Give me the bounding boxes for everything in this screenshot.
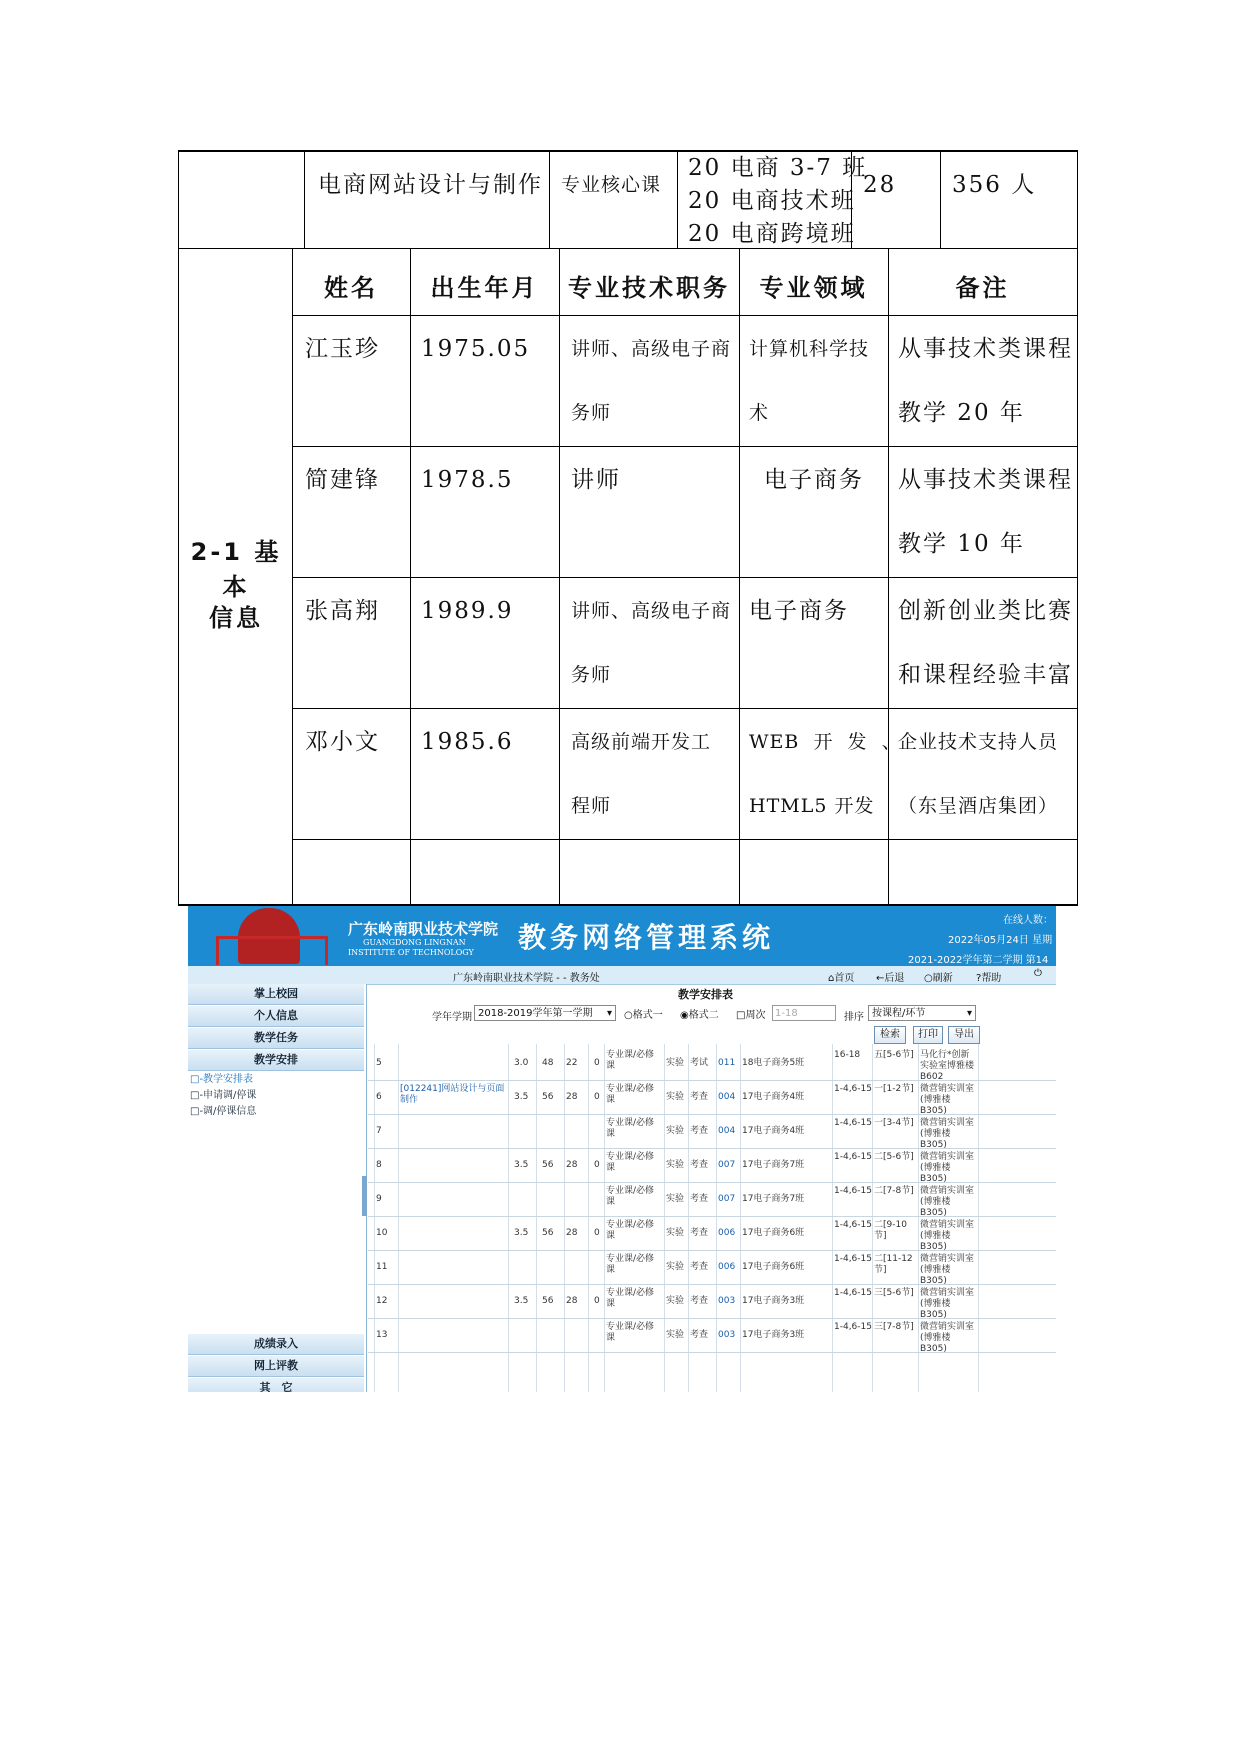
row1-birth: 1975.05: [421, 336, 531, 362]
table-column-divider: [564, 1044, 565, 1392]
sort-select[interactable]: 按课程/环节 ▾: [868, 1005, 976, 1021]
table-cell-kind: 专业课/必修课: [606, 1220, 655, 1241]
table-cell-no: 5: [376, 1058, 382, 1068]
table-cell-code: 003: [718, 1296, 736, 1306]
row4-name: 邓小文: [305, 729, 380, 755]
sidebar-item-evaluation[interactable]: 网上评教: [188, 1356, 364, 1377]
table-cell-weeks: 1-4,6-15: [834, 1084, 872, 1094]
table-cell-weeks: 16-18: [834, 1050, 861, 1060]
table-cell-room: 微营销实训室(博雅楼B305): [920, 1254, 975, 1286]
school-name-en2: INSTITUTE OF TECHNOLOGY: [348, 948, 474, 957]
table-cell-no: 11: [376, 1262, 388, 1272]
row3-title-1: 讲师、高级电子商: [571, 600, 732, 622]
table-cell-room: 微营销实训室(博雅楼B305): [920, 1288, 975, 1320]
table-cell-code: 007: [718, 1194, 736, 1204]
table-cell-code: 006: [718, 1228, 736, 1238]
table-cell-class: 18电子商务5班: [742, 1058, 805, 1068]
table-cell-class: 17电子商务3班: [742, 1296, 805, 1306]
hours: 28: [863, 172, 897, 198]
sort-label: 排序: [844, 1012, 864, 1023]
table-cell-mode: 实验: [666, 1058, 685, 1068]
class-1: 20 电商 3-7 班: [688, 155, 868, 181]
table-cell-room: 微营销实训室(博雅楼B305): [920, 1084, 975, 1116]
nav-help[interactable]: ?帮助: [976, 973, 1002, 984]
sidebar-sub-schedule-table[interactable]: □-教学安排表: [190, 1074, 254, 1085]
table-cell-kind: 专业课/必修课: [606, 1322, 655, 1343]
table-cell-hours: 48: [542, 1058, 554, 1068]
row2-title-1: 讲师: [571, 467, 621, 493]
table-cell-no: 10: [376, 1228, 388, 1238]
sidebar-sub-info[interactable]: □-调/停课信息: [190, 1106, 257, 1117]
table-column-divider: [588, 1044, 589, 1392]
print-button[interactable]: 打印: [913, 1026, 943, 1044]
table-cell-time: 五[5-6节]: [874, 1050, 914, 1060]
row4-note-2: （东呈酒店集团）: [898, 795, 1059, 817]
table-cell-exam: 考查: [690, 1262, 709, 1272]
table-column-divider: [664, 1044, 665, 1392]
table-cell-weeks: 1-4,6-15: [834, 1254, 872, 1264]
table-cell-weeks: 1-4,6-15: [834, 1152, 872, 1162]
subbar: [188, 966, 1056, 985]
table-cell-mode: 实验: [666, 1194, 685, 1204]
banner: [188, 906, 1056, 966]
table-cell-time: 二[5-6节]: [874, 1152, 914, 1162]
table-cell-mode: 实验: [666, 1092, 685, 1102]
sidebar-sub-apply[interactable]: □-申请调/停课: [190, 1090, 257, 1101]
home-icon: ⌂: [828, 973, 835, 984]
school-name-cn: 广东岭南职业技术学院: [348, 920, 499, 938]
table-cell-no: 12: [376, 1296, 388, 1306]
table-cell-weeks: 1-4,6-15: [834, 1186, 872, 1196]
table-cell-exam: 考查: [690, 1194, 709, 1204]
table-cell-exam: 考查: [690, 1330, 709, 1340]
table-cell-weeks: 1-4,6-15: [834, 1220, 872, 1230]
row3-note-2: 和课程经验丰富: [898, 662, 1073, 688]
row3-birth: 1989.9: [421, 598, 514, 624]
students: 356 人: [952, 172, 1037, 198]
sidebar-item-grades[interactable]: 成绩录入: [188, 1334, 364, 1355]
table-cell-kind: 专业课/必修课: [606, 1186, 655, 1207]
row1-field-1: 计算机科学技: [749, 338, 870, 360]
table-cell-no: 6: [376, 1092, 382, 1102]
table-cell-weeks: 1-4,6-15: [834, 1118, 872, 1128]
table-cell-code: 004: [718, 1092, 736, 1102]
nav-home[interactable]: ⌂首页: [828, 973, 855, 984]
header-title: 专业技术职务: [568, 274, 730, 302]
table-cell-mode: 实验: [666, 1330, 685, 1340]
export-button[interactable]: 导出: [948, 1026, 980, 1044]
class-2: 20 电商技术班: [688, 188, 856, 214]
table-cell-h3: 0: [594, 1296, 600, 1306]
table-cell-code: 011: [718, 1058, 736, 1068]
table-cell-h2: 28: [566, 1160, 578, 1170]
table-cell-code: 004: [718, 1126, 736, 1136]
table-cell-no: 8: [376, 1160, 382, 1170]
online-count: 在线人数：: [1003, 915, 1053, 926]
table-cell-course[interactable]: [012241]网站设计与页面制作: [400, 1084, 505, 1105]
row2-birth: 1978.5: [421, 467, 514, 493]
table-cell-credit: 3.5: [514, 1228, 529, 1238]
table-cell-exam: 考试: [690, 1058, 709, 1068]
sidebar-item-schedule[interactable]: 教学安排: [188, 1050, 364, 1071]
row4-title-1: 高级前端开发工: [571, 731, 712, 753]
row4-field-2: HTML5 开发: [749, 795, 875, 817]
table-column-divider: [604, 1044, 605, 1392]
chevron-down-icon: ▾: [966, 1008, 972, 1019]
table-cell-h2: 28: [566, 1228, 578, 1238]
row2-note-2: 教学 10 年: [898, 531, 1025, 557]
table-column-divider: [508, 1044, 509, 1392]
table-cell-class: 17电子商务7班: [742, 1194, 805, 1204]
table-cell-no: 7: [376, 1126, 382, 1136]
table-cell-time: 二[7-8节]: [874, 1186, 914, 1196]
row1-note-1: 从事技术类课程: [898, 336, 1073, 362]
school-name-en1: GUANGDONG LINGNAN: [363, 938, 466, 947]
row4-title-2: 程师: [571, 795, 612, 817]
course-name: 电商网站设计与制作: [318, 172, 543, 198]
table-cell-time: 三[5-6节]: [874, 1288, 914, 1298]
table-cell-mode: 实验: [666, 1160, 685, 1170]
table-cell-no: 13: [376, 1330, 388, 1340]
table-cell-weeks: 1-4,6-15: [834, 1322, 872, 1332]
table-cell-room: 微营销实训室(博雅楼B305): [920, 1152, 975, 1184]
week-input[interactable]: 1-18: [772, 1005, 836, 1021]
filter-label: 学年学期: [432, 1012, 472, 1023]
table-cell-h2: 22: [566, 1058, 578, 1068]
table-cell-time: 一[3-4节]: [874, 1118, 914, 1128]
table-cell-h2: 28: [566, 1296, 578, 1306]
search-button[interactable]: 检索: [874, 1026, 906, 1044]
breadcrumb: 广东岭南职业技术学院 - - 教务处: [453, 973, 600, 984]
sidebar: [188, 984, 367, 1392]
system-title: 教务网络管理系统: [518, 921, 775, 954]
section-label-line1: 2-1 基本: [190, 538, 282, 601]
table-cell-mode: 实验: [666, 1296, 685, 1306]
table-column-divider: [740, 1044, 741, 1392]
sidebar-item-other[interactable]: 其 它: [188, 1378, 364, 1392]
table-cell-kind: 专业课/必修课: [606, 1152, 655, 1173]
table-cell-time: 二[11-12节]: [874, 1254, 913, 1275]
table-cell-h2: 28: [566, 1092, 578, 1102]
table-cell-h3: 0: [594, 1058, 600, 1068]
table-cell-exam: 考查: [690, 1228, 709, 1238]
header-note: 备注: [955, 274, 1010, 302]
table-column-divider: [978, 1044, 979, 1392]
table-cell-h3: 0: [594, 1092, 600, 1102]
section-label-line2: 信息: [209, 604, 263, 632]
help-icon: ?: [976, 973, 982, 984]
table-cell-kind: 专业课/必修课: [606, 1288, 655, 1309]
table-cell-code: 003: [718, 1330, 736, 1340]
table-cell-class: 17电子商务6班: [742, 1228, 805, 1238]
table-column-divider: [536, 1044, 537, 1392]
table-cell-exam: 考查: [690, 1296, 709, 1306]
back-arrow-icon: ←: [876, 973, 885, 984]
table-cell-room: 微营销实训室(博雅楼B305): [920, 1322, 975, 1354]
table-cell-mode: 实验: [666, 1262, 685, 1272]
row2-field-1: 电子商务: [764, 467, 864, 493]
table-column-divider: [398, 1044, 399, 1392]
row2-note-1: 从事技术类课程: [898, 467, 1073, 493]
table-cell-kind: 专业课/必修课: [606, 1084, 655, 1105]
header-name: 姓名: [324, 274, 378, 302]
table-cell-room: 微营销实训室(博雅楼B305): [920, 1220, 975, 1252]
row1-field-2: 术: [749, 402, 770, 424]
current-term: 2021-2022学年第二学期 第14: [908, 955, 1049, 966]
table-cell-h3: 0: [594, 1160, 600, 1170]
table-cell-credit: 3.5: [514, 1092, 529, 1102]
row1-note-2: 教学 20 年: [898, 400, 1025, 426]
table-cell-exam: 考查: [690, 1160, 709, 1170]
table-column-divider: [872, 1044, 873, 1392]
table-cell-code: 007: [718, 1160, 736, 1170]
table-cell-class: 17电子商务7班: [742, 1160, 805, 1170]
row2-name: 简建锋: [305, 467, 380, 493]
table-cell-code: 006: [718, 1262, 736, 1272]
nav-back[interactable]: ←后退: [876, 973, 905, 984]
table-cell-exam: 考查: [690, 1092, 709, 1102]
course-type: 专业核心课: [561, 174, 662, 196]
table-cell-hours: 56: [542, 1296, 554, 1306]
current-date: 2022年05月24日 星期: [948, 935, 1053, 946]
table-cell-kind: 专业课/必修课: [606, 1118, 655, 1139]
table-cell-class: 17电子商务3班: [742, 1330, 805, 1340]
row3-field-1: 电子商务: [749, 598, 849, 624]
refresh-icon: ○: [924, 973, 933, 984]
row4-field-1: WEB 开 发 、: [749, 731, 902, 753]
school-gate-icon: [216, 936, 328, 965]
class-3: 20 电商跨境班: [688, 221, 856, 247]
table-cell-mode: 实验: [666, 1126, 685, 1136]
main-panel: [368, 984, 1056, 1392]
table-cell-room: 微营销实训室(博雅楼B305): [920, 1186, 975, 1218]
table-cell-class: 17电子商务4班: [742, 1126, 805, 1136]
row1-title-2: 务师: [571, 402, 612, 424]
table-cell-hours: 56: [542, 1160, 554, 1170]
table-cell-kind: 专业课/必修课: [606, 1050, 655, 1071]
row4-note-1: 企业技术支持人员: [898, 731, 1059, 753]
table-cell-no: 9: [376, 1194, 382, 1204]
table-cell-time: 二[9-10节]: [874, 1220, 907, 1241]
table-cell-room: 微营销实训室(博雅楼B305): [920, 1118, 975, 1150]
table-cell-time: 三[7-8节]: [874, 1322, 914, 1332]
table-column-divider: [716, 1044, 717, 1392]
sidebar-collapse-handle[interactable]: [362, 1176, 367, 1216]
table-column-divider: [832, 1044, 833, 1392]
chevron-down-icon: ▾: [606, 1008, 612, 1019]
row3-note-1: 创新创业类比赛: [898, 598, 1073, 624]
row1-name: 江玉珍: [305, 336, 380, 362]
sidebar-item-profile[interactable]: 个人信息: [188, 1006, 364, 1027]
row3-name: 张高翔: [305, 598, 380, 624]
table-cell-credit: 3.0: [514, 1058, 529, 1068]
table-title: 教学安排表: [678, 988, 733, 1001]
table-column-divider: [918, 1044, 919, 1392]
power-icon[interactable]: ⏻: [1034, 968, 1042, 979]
header-field: 专业领域: [759, 274, 868, 302]
table-column-divider: [374, 1044, 375, 1392]
table-cell-hours: 56: [542, 1092, 554, 1102]
table-cell-time: 一[1-2节]: [874, 1084, 914, 1094]
nav-refresh[interactable]: ○刷新: [924, 973, 953, 984]
format1-radio[interactable]: ○格式一: [624, 1010, 663, 1021]
header-birth: 出生年月: [430, 274, 539, 302]
table-cell-exam: 考查: [690, 1126, 709, 1136]
row4-birth: 1985.6: [421, 729, 514, 755]
table-cell-mode: 实验: [666, 1228, 685, 1238]
system-screenshot: [188, 906, 1056, 1392]
table-cell-kind: 专业课/必修课: [606, 1254, 655, 1275]
table-cell-class: 17电子商务4班: [742, 1092, 805, 1102]
row3-title-2: 务师: [571, 664, 612, 686]
table-cell-class: 17电子商务6班: [742, 1262, 805, 1272]
table-cell-h3: 0: [594, 1228, 600, 1238]
table-cell-hours: 56: [542, 1228, 554, 1238]
table-cell-credit: 3.5: [514, 1160, 529, 1170]
term-select[interactable]: 2018-2019学年第一学期 ▾: [474, 1005, 616, 1021]
week-checkbox[interactable]: □周次: [736, 1010, 766, 1021]
table-cell-room: 马化行*创新实验室博雅楼B602: [920, 1050, 975, 1082]
row1-title-1: 讲师、高级电子商: [571, 338, 732, 360]
table-cell-weeks: 1-4,6-15: [834, 1288, 872, 1298]
table-cell-credit: 3.5: [514, 1296, 529, 1306]
sidebar-item-mobile[interactable]: 掌上校园: [188, 984, 364, 1005]
format2-radio[interactable]: ◉格式二: [680, 1010, 719, 1021]
sidebar-item-tasks[interactable]: 教学任务: [188, 1028, 364, 1049]
